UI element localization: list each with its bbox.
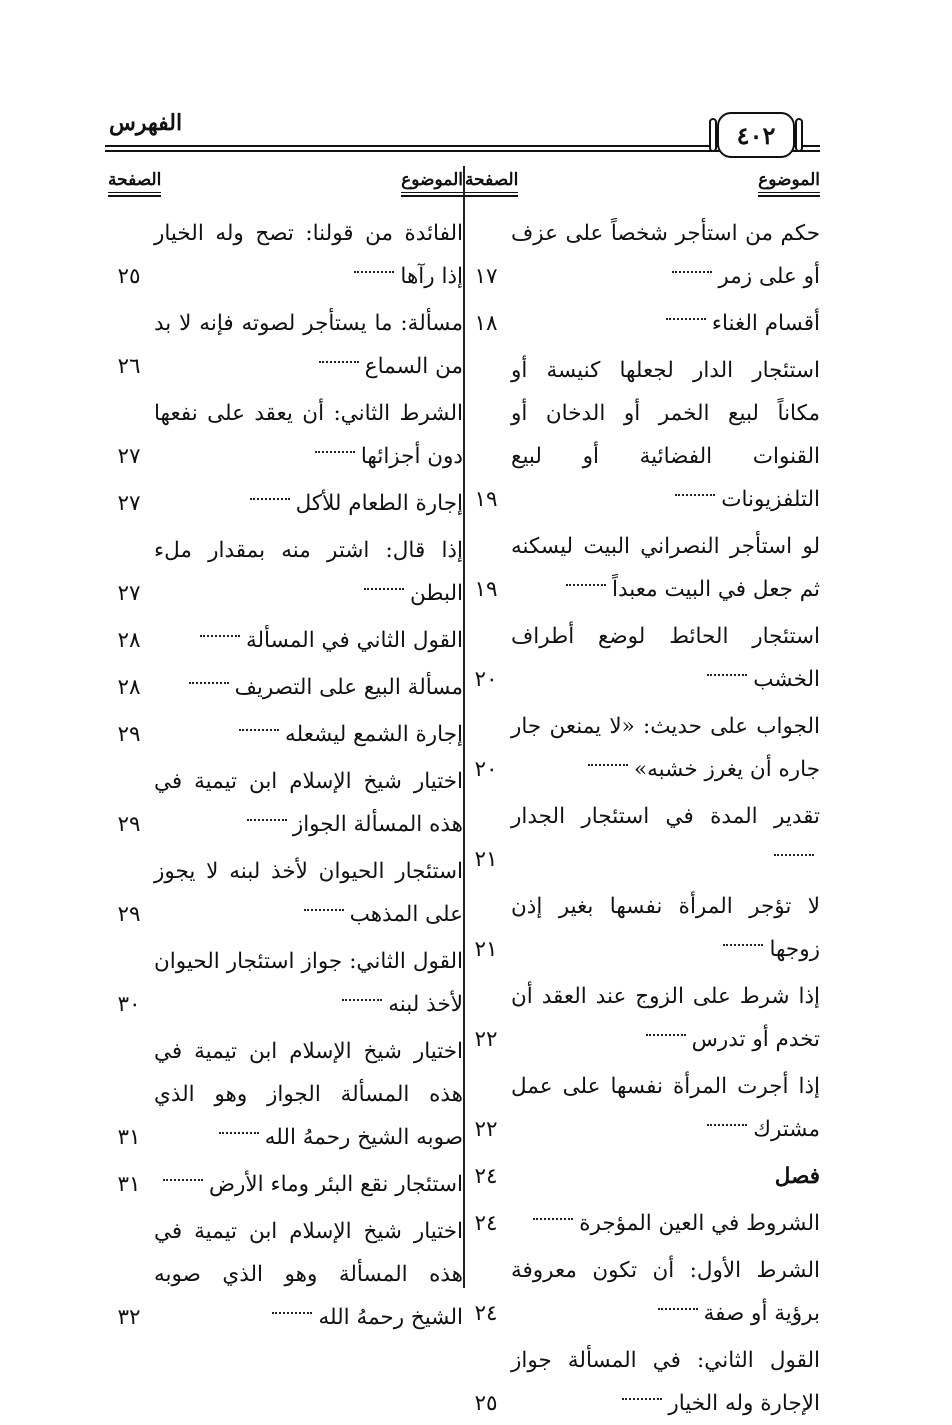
index-entry [465, 615, 820, 701]
entry-topic-text: استئجار الحائط لوضع أطراف الخشب [511, 624, 820, 692]
leader-dots [304, 909, 344, 911]
entry-page-number: ٣١ [117, 1172, 141, 1197]
entry-topic-text: لا تؤجر المرأة نفسها بغير إذن زوجها [511, 894, 820, 962]
entry-topic-text: أقسام الغناء [711, 311, 820, 336]
entry-page-number: ٢٠ [474, 757, 498, 782]
entry-page-number: ٣٢ [117, 1305, 141, 1330]
entry-topic [150, 1210, 463, 1339]
index-entries [108, 212, 463, 1339]
index-entry [465, 1155, 820, 1198]
entry-page-number: ٢٩ [117, 902, 141, 927]
leader-dots [658, 1308, 698, 1310]
entry-page-number: ٢٥ [117, 264, 141, 289]
leader-dots [189, 682, 229, 684]
entry-page-number: ٢٧ [117, 581, 141, 606]
entry-page-number: ٢٢ [474, 1117, 498, 1142]
entry-topic [507, 212, 820, 298]
leader-dots [342, 999, 382, 1001]
entry-topic-text: إجارة الشمع ليشعله [285, 722, 463, 747]
leader-dots [707, 1124, 747, 1126]
entry-topic-text: فصل [774, 1164, 820, 1189]
index-entry [465, 302, 820, 345]
entry-topic-text: الجواب على حديث: «لا يمنعن جار جاره أن يغرز خشبه» [511, 714, 820, 782]
index-entry [465, 705, 820, 791]
entry-page-number: ٢٩ [117, 722, 141, 747]
entry-page-number: ٢٢ [474, 1027, 498, 1052]
leader-dots [272, 1312, 312, 1314]
entry-topic [507, 975, 820, 1061]
index-entry [108, 713, 463, 756]
page-number: ٤٠٢ [717, 112, 795, 158]
entry-page-number: ١٨ [474, 311, 498, 336]
index-entry [465, 525, 820, 611]
entry-topic-text: إذا شرط على الزوج عند العقد أن تخدم أو تدرس [511, 984, 820, 1052]
entry-topic [150, 760, 463, 846]
entry-topic-text: الشروط في العين المؤجرة [579, 1211, 820, 1236]
index-entry [108, 212, 463, 298]
entry-topic [150, 302, 463, 388]
entry-page-number: ٢٠ [474, 667, 498, 692]
leader-dots [239, 729, 279, 731]
entry-page-number: ٢٤ [474, 1301, 498, 1326]
entry-topic-text: اختيار شيخ الإسلام ابن تيمية في هذه المسألة وهو الذي صوبه الشيخ رحمهُ الله [154, 1219, 463, 1330]
leader-dots [588, 764, 628, 766]
index-entry [465, 1202, 820, 1245]
index-entry [465, 1339, 820, 1425]
entry-topic-text: استئجار الدار لجعلها كنيسة أو مكاناً لبيع الخمر أو الدخان أو القنوات الفضائية أو لبيع التلفزيونات [511, 358, 820, 512]
entry-page-number: ٢٤ [474, 1211, 498, 1236]
leader-dots [247, 819, 287, 821]
leader-dots [315, 451, 355, 453]
index-entry [108, 1030, 463, 1159]
entry-topic [150, 850, 463, 936]
index-entry [108, 529, 463, 615]
page-label: الصفحة [465, 170, 518, 197]
entry-topic-text: تقدير المدة في استئجار الجدار [511, 804, 820, 829]
entry-topic [507, 302, 820, 345]
entry-topic-text: إذا قال: اشتر منه بمقدار ملء البطن [154, 538, 463, 606]
entry-topic-text: حكم من استأجر شخصاً على عزف أو على زمر [511, 221, 820, 289]
leader-dots [354, 271, 394, 273]
index-entry [108, 940, 463, 1026]
index-entry [108, 760, 463, 846]
entry-topic [150, 529, 463, 615]
entry-topic-text: الشرط الأول: أن تكون معروفة برؤية أو صفة [511, 1258, 820, 1326]
index-entry [108, 302, 463, 388]
entry-topic-text: اختيار شيخ الإسلام ابن تيمية في هذه المسألة الجواز وهو الذي صوبه الشيخ رحمهُ الله [154, 1039, 463, 1150]
index-entry [108, 1163, 463, 1206]
index-entry [465, 212, 820, 298]
entry-topic [150, 1030, 463, 1159]
leader-dots [200, 635, 240, 637]
leader-dots [672, 271, 712, 273]
entry-page-number: ٢٨ [117, 628, 141, 653]
topic-label: الموضوع [401, 170, 463, 197]
header-title: الفهرس [109, 110, 190, 136]
entry-topic-text: مسألة: ما يستأجر لصوته فإنه لا بد من السماع [154, 311, 463, 379]
index-entry [108, 850, 463, 936]
entry-topic-text: الفائدة من قولنا: تصح وله الخيار إذا رآها [154, 221, 463, 289]
index-entry [465, 1249, 820, 1335]
index-entry [108, 392, 463, 478]
leader-dots [622, 1398, 662, 1400]
entry-page-number: ٢١ [474, 847, 498, 872]
entry-page-number: ٢٨ [117, 675, 141, 700]
entry-topic [507, 1202, 820, 1245]
index-entry [108, 666, 463, 709]
entry-topic-text: القول الثاني في المسألة [245, 628, 463, 653]
index-column-left [108, 168, 463, 1330]
leader-dots [675, 494, 715, 496]
index-entry [465, 885, 820, 971]
entry-topic-text: استئجار نقع البئر وماء الأرض [209, 1172, 463, 1197]
entry-page-number: ٢٧ [117, 491, 141, 516]
entry-topic [150, 482, 463, 525]
entry-page-number: ٢١ [474, 937, 498, 962]
entry-topic [150, 940, 463, 1026]
entry-topic [507, 525, 820, 611]
page-label: الصفحة [108, 170, 161, 197]
entry-topic [507, 885, 820, 971]
entry-topic [150, 1163, 463, 1206]
entry-page-number: ٢٤ [474, 1164, 498, 1189]
index-entry [465, 975, 820, 1061]
leader-dots [163, 1179, 203, 1181]
entry-page-number: ٢٥ [474, 1391, 498, 1416]
leader-dots [533, 1218, 573, 1220]
entry-topic [150, 212, 463, 298]
leader-dots [707, 674, 747, 676]
leader-dots [666, 318, 706, 320]
entry-topic-text: إذا أجرت المرأة نفسها على عمل مشترك [511, 1074, 820, 1142]
entry-topic [507, 1249, 820, 1335]
index-entry [108, 1210, 463, 1339]
entry-topic-text: لو استأجر النصراني البيت ليسكنه ثم جعل في البيت معبداً [511, 534, 820, 602]
entry-topic [507, 349, 820, 521]
leader-dots [364, 588, 404, 590]
entry-topic-text: مسألة البيع على التصريف [234, 675, 463, 700]
entry-topic [150, 619, 463, 662]
entry-topic [507, 615, 820, 701]
index-column-right [465, 168, 820, 1416]
entry-topic [150, 666, 463, 709]
entry-topic [507, 1339, 820, 1425]
entry-page-number: ١٩ [474, 577, 498, 602]
entry-topic-text: استئجار الحيوان لأخذ لبنه لا يجوز على المذهب [154, 859, 463, 927]
leader-dots [566, 584, 606, 586]
entry-page-number: ١٩ [474, 487, 498, 512]
entry-topic-text: الشرط الثاني: أن يعقد على نفعها دون أجزائها [154, 401, 463, 469]
leader-dots [219, 1132, 259, 1134]
entry-page-number: ٢٩ [117, 812, 141, 837]
entry-topic [150, 392, 463, 478]
leader-dots [774, 854, 814, 856]
index-entry [465, 795, 820, 881]
leader-dots [646, 1034, 686, 1036]
topic-label: الموضوع [758, 170, 820, 197]
entry-topic [507, 1155, 820, 1198]
entry-page-number: ٣٠ [117, 992, 141, 1017]
entry-topic-text: إجارة الطعام للأكل [295, 491, 463, 516]
leader-dots [250, 498, 290, 500]
index-entries [465, 212, 820, 1425]
index-entry [108, 619, 463, 662]
entry-topic-text: اختيار شيخ الإسلام ابن تيمية في هذه المسألة الجواز [154, 769, 463, 837]
entry-page-number: ٢٧ [117, 444, 141, 469]
entry-topic-text: القول الثاني: جواز استئجار الحيوان لأخذ لبنه [154, 949, 463, 1017]
column-header [465, 168, 820, 212]
entry-topic [150, 713, 463, 756]
leader-dots [319, 361, 359, 363]
entry-topic-text: القول الثاني: في المسألة جواز الإجارة وله الخيار [511, 1348, 820, 1416]
index-entry [465, 349, 820, 521]
column-header [108, 168, 463, 212]
index-entry [465, 1065, 820, 1151]
entry-page-number: ٢٦ [117, 354, 141, 379]
page-header [105, 108, 820, 164]
entry-page-number: ١٧ [474, 264, 498, 289]
index-entry [108, 482, 463, 525]
entry-page-number: ٣١ [117, 1125, 141, 1150]
entry-topic [507, 705, 820, 791]
entry-topic [507, 1065, 820, 1151]
leader-dots [723, 944, 763, 946]
entry-topic [507, 795, 820, 881]
